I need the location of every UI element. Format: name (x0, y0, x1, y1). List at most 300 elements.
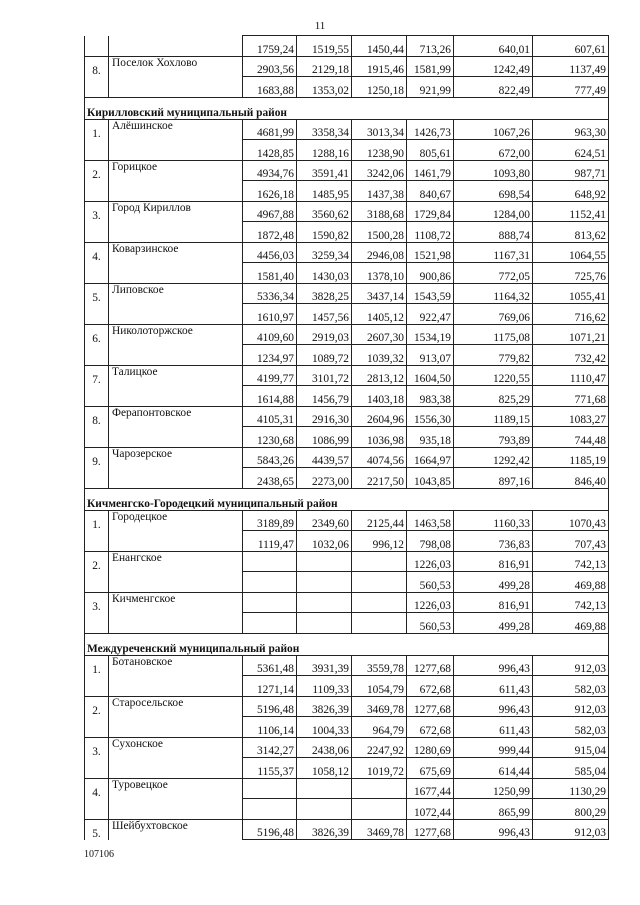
value-cell: 1403,18 (352, 386, 407, 407)
value-cell: 3826,39 (297, 819, 352, 840)
value-cell: 3013,34 (352, 119, 407, 140)
row-index: 7. (85, 365, 109, 386)
row-index (85, 427, 109, 448)
settlement-name: Сухонское (109, 737, 243, 758)
value-cell: 3828,25 (297, 283, 352, 304)
value-cell: 1019,72 (352, 758, 407, 779)
value-cell: 672,68 (407, 676, 454, 697)
value-cell: 1032,06 (297, 531, 352, 552)
row-index (85, 36, 109, 57)
settlement-name: Ботановское (109, 655, 243, 676)
row-index: 1. (85, 655, 109, 676)
value-cell: 1430,03 (297, 263, 352, 284)
row-index (85, 676, 109, 697)
row-index: 1. (85, 510, 109, 531)
row-index (85, 263, 109, 284)
settlement-name (109, 36, 243, 57)
value-cell: 1626,18 (243, 181, 297, 202)
value-cell: 2604,96 (352, 406, 407, 427)
table-row (85, 510, 609, 531)
table-row (85, 406, 609, 427)
value-cell: 1271,14 (243, 676, 297, 697)
value-cell: 1058,12 (297, 758, 352, 779)
table-row (85, 160, 609, 181)
value-cell: 1280,69 (407, 737, 454, 758)
value-cell: 1581,40 (243, 263, 297, 284)
value-cell: 744,48 (533, 427, 609, 448)
value-cell: 1130,29 (533, 778, 609, 799)
table-row (85, 613, 609, 634)
value-cell: 4681,99 (243, 119, 297, 140)
row-index (85, 222, 109, 243)
value-cell: 1043,85 (407, 468, 454, 489)
table-row (85, 819, 609, 840)
row-index (85, 140, 109, 161)
row-index (85, 386, 109, 407)
value-cell: 2813,12 (352, 365, 407, 386)
value-cell: 499,28 (454, 613, 533, 634)
value-cell: 813,62 (533, 222, 609, 243)
value-cell: 1500,28 (352, 222, 407, 243)
settlement-name (109, 799, 243, 820)
settlement-name: Старосельское (109, 696, 243, 717)
value-cell: 840,67 (407, 181, 454, 202)
value-cell: 640,01 (454, 36, 533, 57)
table-row (85, 140, 609, 161)
value-cell: 707,43 (533, 531, 609, 552)
value-cell: 5196,48 (243, 819, 297, 840)
value-cell (243, 592, 297, 613)
value-cell: 1604,50 (407, 365, 454, 386)
value-cell: 3591,41 (297, 160, 352, 181)
value-cell: 1152,41 (533, 201, 609, 222)
value-cell: 779,82 (454, 345, 533, 366)
value-cell: 1226,03 (407, 551, 454, 572)
value-cell: 1071,21 (533, 324, 609, 345)
value-cell: 3142,27 (243, 737, 297, 758)
settlement-name (109, 263, 243, 284)
table-row (85, 758, 609, 779)
value-cell: 716,62 (533, 304, 609, 325)
value-cell: 4439,57 (297, 447, 352, 468)
section-title: Кичменгско-Городецкий муниципальный район (85, 488, 609, 510)
value-cell (243, 613, 297, 634)
value-cell (297, 613, 352, 634)
value-cell: 1872,48 (243, 222, 297, 243)
value-cell: 1110,47 (533, 365, 609, 386)
row-index (85, 181, 109, 202)
value-cell: 742,13 (533, 551, 609, 572)
value-cell: 816,91 (454, 551, 533, 572)
table-row (85, 676, 609, 697)
settlement-name (109, 572, 243, 593)
value-cell: 3259,34 (297, 242, 352, 263)
value-cell: 1109,33 (297, 676, 352, 697)
value-cell: 2125,44 (352, 510, 407, 531)
value-cell: 560,53 (407, 572, 454, 593)
value-cell: 1160,33 (454, 510, 533, 531)
value-cell: 1534,19 (407, 324, 454, 345)
value-cell: 1106,14 (243, 717, 297, 738)
row-index (85, 572, 109, 593)
value-cell: 3560,62 (297, 201, 352, 222)
table-row (85, 737, 609, 758)
value-cell: 1119,47 (243, 531, 297, 552)
value-cell: 987,71 (533, 160, 609, 181)
row-index: 2. (85, 551, 109, 572)
value-cell: 935,18 (407, 427, 454, 448)
table-row (85, 427, 609, 448)
value-cell: 2217,50 (352, 468, 407, 489)
table-row (85, 242, 609, 263)
value-cell (297, 592, 352, 613)
settlement-name: Город Кириллов (109, 201, 243, 222)
value-cell: 1457,56 (297, 304, 352, 325)
value-cell: 499,28 (454, 572, 533, 593)
value-cell: 1405,12 (352, 304, 407, 325)
value-cell: 822,49 (454, 77, 533, 98)
value-cell: 1083,27 (533, 406, 609, 427)
value-cell: 1072,44 (407, 799, 454, 820)
table-row (85, 799, 609, 820)
value-cell (243, 799, 297, 820)
value-cell: 996,12 (352, 531, 407, 552)
settlement-name (109, 676, 243, 697)
value-cell: 913,07 (407, 345, 454, 366)
value-cell: 1288,16 (297, 140, 352, 161)
value-cell: 3189,89 (243, 510, 297, 531)
value-cell: 772,05 (454, 263, 533, 284)
value-cell: 1137,49 (533, 56, 609, 77)
row-index: 3. (85, 737, 109, 758)
value-cell: 805,61 (407, 140, 454, 161)
value-cell: 1378,10 (352, 263, 407, 284)
settlement-name (109, 77, 243, 98)
section-header-row (85, 633, 609, 655)
value-cell: 3242,06 (352, 160, 407, 181)
value-cell: 4456,03 (243, 242, 297, 263)
value-cell: 3358,34 (297, 119, 352, 140)
settlement-name (109, 386, 243, 407)
page-number: 11 (314, 20, 326, 32)
value-cell (352, 613, 407, 634)
value-cell: 1461,79 (407, 160, 454, 181)
value-cell: 798,08 (407, 531, 454, 552)
value-cell: 742,13 (533, 592, 609, 613)
value-cell: 1456,79 (297, 386, 352, 407)
value-cell: 1437,38 (352, 181, 407, 202)
value-cell: 1164,32 (454, 283, 533, 304)
value-cell: 915,04 (533, 737, 609, 758)
value-cell: 1543,59 (407, 283, 454, 304)
row-index (85, 345, 109, 366)
value-cell: 1250,18 (352, 77, 407, 98)
value-cell: 1277,68 (407, 696, 454, 717)
value-cell: 865,99 (454, 799, 533, 820)
row-index: 4. (85, 242, 109, 263)
value-cell: 3437,14 (352, 283, 407, 304)
value-cell (297, 799, 352, 820)
table-row (85, 365, 609, 386)
value-cell (297, 551, 352, 572)
row-index: 4. (85, 778, 109, 799)
value-cell: 1004,33 (297, 717, 352, 738)
value-cell (297, 572, 352, 593)
settlement-name (109, 758, 243, 779)
value-cell: 4199,77 (243, 365, 297, 386)
value-cell: 736,83 (454, 531, 533, 552)
value-cell: 900,86 (407, 263, 454, 284)
value-cell (352, 572, 407, 593)
table-row (85, 572, 609, 593)
value-cell: 1915,46 (352, 56, 407, 77)
value-cell: 5361,48 (243, 655, 297, 676)
settlement-name (109, 613, 243, 634)
row-index (85, 531, 109, 552)
settlement-name (109, 222, 243, 243)
table-row (85, 447, 609, 468)
value-cell: 1485,95 (297, 181, 352, 202)
table-row (85, 56, 609, 77)
value-cell: 607,61 (533, 36, 609, 57)
value-cell: 2903,56 (243, 56, 297, 77)
row-index (85, 468, 109, 489)
row-index (85, 304, 109, 325)
value-cell: 897,16 (454, 468, 533, 489)
value-cell: 825,29 (454, 386, 533, 407)
settlement-name: Городецкое (109, 510, 243, 531)
value-cell: 1250,99 (454, 778, 533, 799)
settlement-name (109, 427, 243, 448)
value-cell: 1039,32 (352, 345, 407, 366)
value-cell: 4109,60 (243, 324, 297, 345)
settlement-name (109, 717, 243, 738)
table-row (85, 531, 609, 552)
value-cell: 1284,00 (454, 201, 533, 222)
row-index: 8. (85, 406, 109, 427)
value-cell: 1677,44 (407, 778, 454, 799)
value-cell: 999,44 (454, 737, 533, 758)
value-cell: 983,38 (407, 386, 454, 407)
value-cell (352, 592, 407, 613)
value-cell: 3931,39 (297, 655, 352, 676)
table-row (85, 119, 609, 140)
row-index: 8. (85, 56, 109, 77)
value-cell: 2273,00 (297, 468, 352, 489)
value-cell: 624,51 (533, 140, 609, 161)
value-cell: 582,03 (533, 717, 609, 738)
value-cell: 672,68 (407, 717, 454, 738)
row-index: 5. (85, 283, 109, 304)
table-row (85, 222, 609, 243)
value-cell: 2607,30 (352, 324, 407, 345)
value-cell: 611,43 (454, 676, 533, 697)
value-cell: 921,99 (407, 77, 454, 98)
value-cell: 3559,78 (352, 655, 407, 676)
value-cell: 996,43 (454, 696, 533, 717)
settlement-name: Коварзинское (109, 242, 243, 263)
table-row (85, 283, 609, 304)
value-cell: 2438,06 (297, 737, 352, 758)
settlement-name: Туровецкое (109, 778, 243, 799)
table-row (85, 263, 609, 284)
value-cell: 2247,92 (352, 737, 407, 758)
value-cell: 4934,76 (243, 160, 297, 181)
table-row (85, 324, 609, 345)
value-cell: 1070,43 (533, 510, 609, 531)
value-cell: 1054,79 (352, 676, 407, 697)
table-row (85, 696, 609, 717)
value-cell (243, 551, 297, 572)
value-cell: 1108,72 (407, 222, 454, 243)
value-cell: 1067,26 (454, 119, 533, 140)
value-cell: 5196,48 (243, 696, 297, 717)
value-cell: 912,03 (533, 696, 609, 717)
value-cell: 648,92 (533, 181, 609, 202)
row-index (85, 758, 109, 779)
table-row (85, 386, 609, 407)
value-cell: 1175,08 (454, 324, 533, 345)
value-cell: 713,26 (407, 36, 454, 57)
value-cell: 2129,18 (297, 56, 352, 77)
row-index (85, 717, 109, 738)
value-cell: 1242,49 (454, 56, 533, 77)
value-cell: 1277,68 (407, 819, 454, 840)
value-cell: 816,91 (454, 592, 533, 613)
row-index: 1. (85, 119, 109, 140)
value-cell (243, 572, 297, 593)
value-cell: 469,88 (533, 572, 609, 593)
table-row (85, 201, 609, 222)
value-cell: 912,03 (533, 655, 609, 676)
value-cell: 1185,19 (533, 447, 609, 468)
settlement-name: Кичменгское (109, 592, 243, 613)
row-index: 3. (85, 201, 109, 222)
value-cell: 1759,24 (243, 36, 297, 57)
settlement-name (109, 304, 243, 325)
settlement-name: Алёшинское (109, 119, 243, 140)
value-cell: 1064,55 (533, 242, 609, 263)
value-cell: 1463,58 (407, 510, 454, 531)
value-cell (352, 778, 407, 799)
tariff-table (84, 35, 609, 840)
value-cell: 698,54 (454, 181, 533, 202)
value-cell: 732,42 (533, 345, 609, 366)
value-cell: 964,79 (352, 717, 407, 738)
value-cell: 1277,68 (407, 655, 454, 676)
value-cell: 1238,90 (352, 140, 407, 161)
settlement-name: Енангское (109, 551, 243, 572)
value-cell: 1450,44 (352, 36, 407, 57)
value-cell: 1556,30 (407, 406, 454, 427)
value-cell: 725,76 (533, 263, 609, 284)
value-cell: 2946,08 (352, 242, 407, 263)
value-cell: 3101,72 (297, 365, 352, 386)
value-cell: 1590,82 (297, 222, 352, 243)
value-cell: 1036,98 (352, 427, 407, 448)
value-cell: 582,03 (533, 676, 609, 697)
value-cell: 777,49 (533, 77, 609, 98)
value-cell: 1426,73 (407, 119, 454, 140)
value-cell: 611,43 (454, 717, 533, 738)
value-cell: 1521,98 (407, 242, 454, 263)
table-row (85, 551, 609, 572)
value-cell (297, 778, 352, 799)
value-cell: 614,44 (454, 758, 533, 779)
value-cell: 2438,65 (243, 468, 297, 489)
settlement-name (109, 345, 243, 366)
value-cell: 1614,88 (243, 386, 297, 407)
settlement-name: Николоторжское (109, 324, 243, 345)
value-cell: 1093,80 (454, 160, 533, 181)
value-cell: 5843,26 (243, 447, 297, 468)
settlement-name (109, 531, 243, 552)
settlement-name (109, 140, 243, 161)
value-cell (243, 778, 297, 799)
value-cell: 5336,34 (243, 283, 297, 304)
row-index (85, 799, 109, 820)
value-cell: 793,89 (454, 427, 533, 448)
value-cell: 1089,72 (297, 345, 352, 366)
table-row (85, 77, 609, 98)
value-cell: 2916,30 (297, 406, 352, 427)
value-cell: 1234,97 (243, 345, 297, 366)
section-title: Междуреченский муниципальный район (85, 633, 609, 655)
table-row (85, 468, 609, 489)
value-cell: 1189,15 (454, 406, 533, 427)
value-cell: 675,69 (407, 758, 454, 779)
value-cell: 1230,68 (243, 427, 297, 448)
value-cell: 1226,03 (407, 592, 454, 613)
settlement-name (109, 468, 243, 489)
settlement-name: Поселок Хохлово (109, 56, 243, 77)
value-cell: 1167,31 (454, 242, 533, 263)
value-cell: 1664,97 (407, 447, 454, 468)
value-cell: 769,06 (454, 304, 533, 325)
value-cell: 3469,78 (352, 819, 407, 840)
row-index: 6. (85, 324, 109, 345)
table-row (85, 717, 609, 738)
table-row (85, 36, 609, 57)
table-row (85, 304, 609, 325)
value-cell: 1581,99 (407, 56, 454, 77)
table-row (85, 778, 609, 799)
value-cell: 672,00 (454, 140, 533, 161)
value-cell: 888,74 (454, 222, 533, 243)
row-index (85, 613, 109, 634)
value-cell: 846,40 (533, 468, 609, 489)
value-cell: 1155,37 (243, 758, 297, 779)
value-cell: 771,68 (533, 386, 609, 407)
table-row (85, 592, 609, 613)
value-cell: 3188,68 (352, 201, 407, 222)
value-cell: 1353,02 (297, 77, 352, 98)
value-cell: 912,03 (533, 819, 609, 840)
value-cell: 4105,31 (243, 406, 297, 427)
row-index (85, 77, 109, 98)
value-cell: 1610,97 (243, 304, 297, 325)
value-cell: 922,47 (407, 304, 454, 325)
value-cell: 2919,03 (297, 324, 352, 345)
value-cell: 4967,88 (243, 201, 297, 222)
value-cell: 800,29 (533, 799, 609, 820)
value-cell: 560,53 (407, 613, 454, 634)
table-row (85, 655, 609, 676)
section-title: Кирилловский муниципальный район (85, 97, 609, 119)
row-index: 2. (85, 696, 109, 717)
settlement-name: Горицкое (109, 160, 243, 181)
value-cell (352, 551, 407, 572)
